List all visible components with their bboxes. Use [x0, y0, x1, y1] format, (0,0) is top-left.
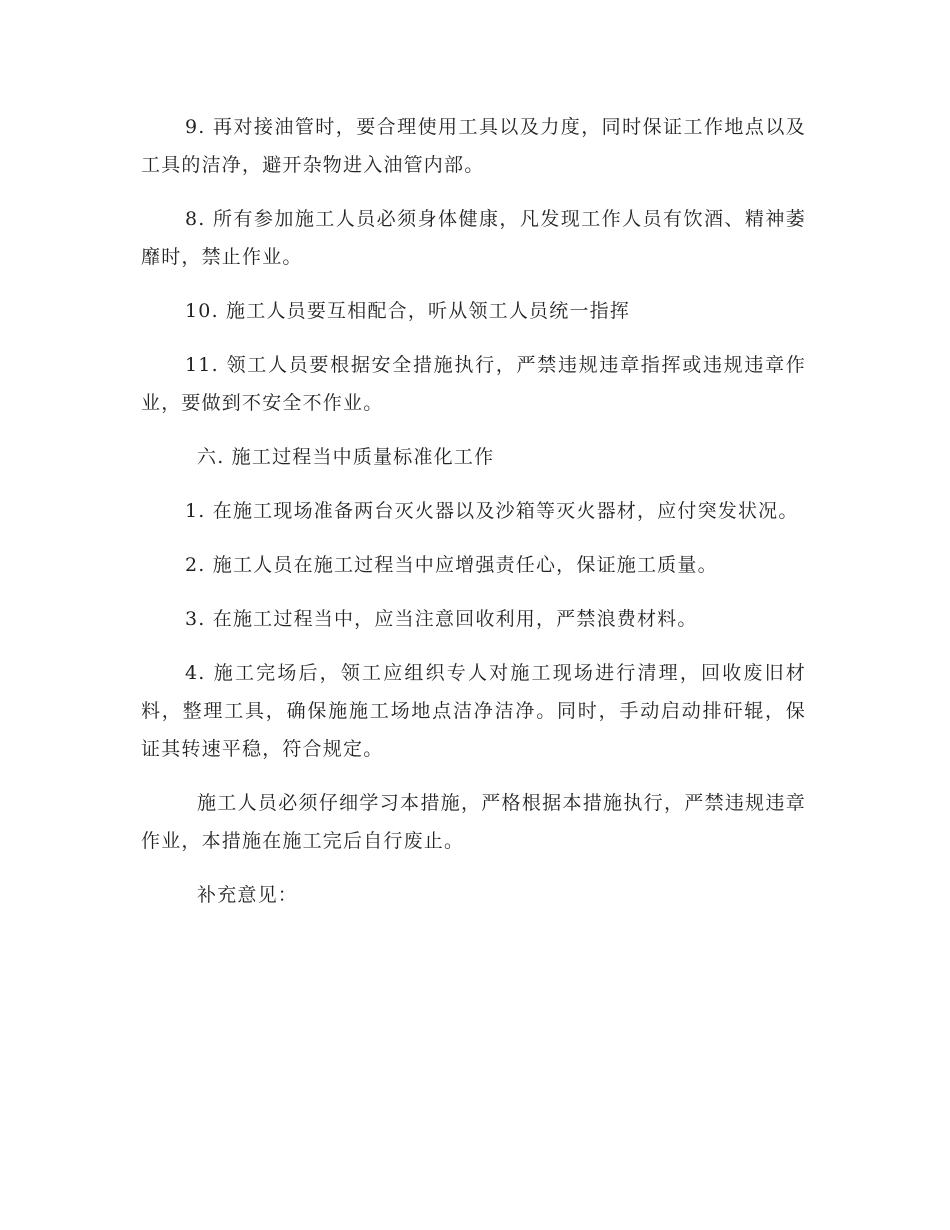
quality-item-1-paragraph: 1. 在施工现场准备两台灭火器以及沙箱等灭火器材，应付突发状况。 [185, 500, 799, 522]
item-11-paragraph: 11. 领工人员要根据安全措施执行，严禁违规违章指挥或违规违章作业，要做到不安全不作业。 [141, 354, 806, 414]
quality-item-3-paragraph: 3. 在施工过程当中，应当注意回收利用，严禁浪费材料。 [185, 608, 698, 630]
section-6-heading: 六. 施工过程当中质量标准化工作 [197, 446, 495, 468]
document-body [141, 108, 806, 930]
quality-item-4-paragraph: 4. 施工完场后，领工应组织专人对施工现场进行清理，回收废旧材料，整理工具，确保施施工场地点洁净洁净。同时，手动启动排矸辊，保证其转速平稳，符合规定。 [141, 662, 806, 760]
quality-item-2-paragraph: 2. 施工人员在施工过程当中应增强责任心，保证施工质量。 [185, 554, 718, 576]
supplementary-opinion-label: 补充意见： [197, 884, 299, 906]
item-8-paragraph: 8. 所有参加施工人员必须身体健康，凡发现工作人员有饮酒、精神萎靡时，禁止作业。 [141, 208, 806, 268]
closing-paragraph: 施工人员必须仔细学习本措施，严格根据本措施执行，严禁违规违章作业，本措施在施工完后自行废止。 [141, 792, 806, 852]
item-9-paragraph: 9. 再对接油管时，要合理使用工具以及力度，同时保证工作地点以及工具的洁净，避开杂物进入油管内部。 [141, 116, 806, 176]
item-10-paragraph: 10. 施工人员要互相配合，听从领工人员统一指挥 [185, 300, 631, 322]
